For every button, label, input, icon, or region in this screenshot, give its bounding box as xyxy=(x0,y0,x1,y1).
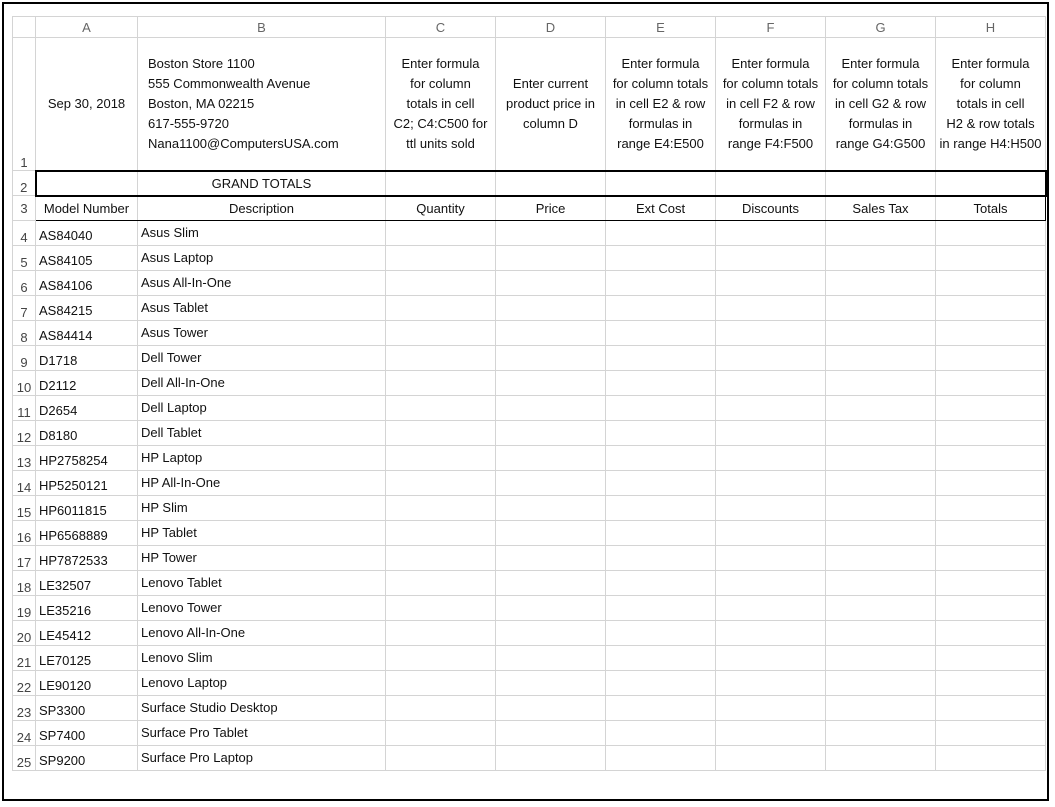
price-cell[interactable] xyxy=(496,421,606,446)
quantity-cell[interactable] xyxy=(386,746,496,771)
quantity-cell[interactable] xyxy=(386,371,496,396)
ext-cost-cell[interactable] xyxy=(606,671,716,696)
table-row xyxy=(13,721,1046,746)
ext-cost-cell[interactable] xyxy=(606,596,716,621)
price-cell[interactable] xyxy=(496,621,606,646)
sales-tax-cell[interactable] xyxy=(826,521,936,546)
discounts-cell[interactable] xyxy=(716,521,826,546)
quantity-cell[interactable] xyxy=(386,571,496,596)
sales-tax-cell[interactable] xyxy=(826,371,936,396)
instruction-cell-g[interactable]: Enter formula for column totals in cell G2 & row formulas in range G4:G500 xyxy=(826,38,936,171)
description-cell[interactable]: Lenovo All-In-One xyxy=(138,621,386,646)
model-number-cell[interactable]: AS84215 xyxy=(36,296,138,321)
spreadsheet-grid xyxy=(12,16,1047,771)
cell-e2[interactable] xyxy=(606,171,716,196)
totals-cell[interactable] xyxy=(936,496,1046,521)
table-row xyxy=(13,321,1046,346)
model-number-cell[interactable]: LE32507 xyxy=(36,571,138,596)
table-row xyxy=(13,396,1046,421)
model-number-cell[interactable]: LE70125 xyxy=(36,646,138,671)
row-number[interactable]: 12 xyxy=(13,421,36,446)
sales-tax-cell[interactable] xyxy=(826,746,936,771)
model-number-cell[interactable]: AS84106 xyxy=(36,271,138,296)
description-cell[interactable]: Asus Slim xyxy=(138,221,386,246)
ext-cost-cell[interactable] xyxy=(606,746,716,771)
model-number-cell[interactable]: D1718 xyxy=(36,346,138,371)
totals-cell[interactable] xyxy=(936,696,1046,721)
discounts-cell[interactable] xyxy=(716,246,826,271)
sales-tax-cell[interactable] xyxy=(826,546,936,571)
totals-cell[interactable] xyxy=(936,221,1046,246)
instruction-cell-e[interactable]: Enter formula for column totals in cell E2 & row formulas in range E4:E500 xyxy=(606,38,716,171)
row-number[interactable]: 14 xyxy=(13,471,36,496)
sales-tax-cell[interactable] xyxy=(826,596,936,621)
table-row xyxy=(13,621,1046,646)
description-cell[interactable]: HP All-In-One xyxy=(138,471,386,496)
sales-tax-cell[interactable] xyxy=(826,621,936,646)
select-all-corner[interactable] xyxy=(13,17,36,38)
row-number[interactable]: 22 xyxy=(13,671,36,696)
row-number[interactable]: 21 xyxy=(13,646,36,671)
sales-tax-cell[interactable] xyxy=(826,571,936,596)
discounts-cell[interactable] xyxy=(716,721,826,746)
screenshot-frame xyxy=(2,2,1049,801)
model-number-cell[interactable]: HP5250121 xyxy=(36,471,138,496)
cell-g2[interactable] xyxy=(826,171,936,196)
description-cell[interactable]: Dell All-In-One xyxy=(138,371,386,396)
table-row xyxy=(13,571,1046,596)
model-number-cell[interactable]: SP9200 xyxy=(36,746,138,771)
totals-cell[interactable] xyxy=(936,746,1046,771)
discounts-cell[interactable] xyxy=(716,671,826,696)
table-row xyxy=(13,696,1046,721)
price-cell[interactable] xyxy=(496,471,606,496)
ext-cost-cell[interactable] xyxy=(606,496,716,521)
totals-cell[interactable] xyxy=(936,521,1046,546)
table-row xyxy=(13,221,1046,246)
totals-cell[interactable] xyxy=(936,296,1046,321)
price-cell[interactable] xyxy=(496,721,606,746)
model-number-cell[interactable]: SP7400 xyxy=(36,721,138,746)
description-cell[interactable]: Asus All-In-One xyxy=(138,271,386,296)
price-cell[interactable] xyxy=(496,271,606,296)
totals-cell[interactable] xyxy=(936,621,1046,646)
discounts-cell[interactable] xyxy=(716,546,826,571)
discounts-cell[interactable] xyxy=(716,621,826,646)
table-row xyxy=(13,646,1046,671)
description-cell[interactable]: Dell Tablet xyxy=(138,421,386,446)
row-number[interactable]: 10 xyxy=(13,371,36,396)
row-number[interactable]: 8 xyxy=(13,321,36,346)
price-cell[interactable] xyxy=(496,446,606,471)
totals-cell[interactable] xyxy=(936,446,1046,471)
date-cell[interactable]: Sep 30, 2018 xyxy=(36,38,138,171)
price-cell[interactable] xyxy=(496,521,606,546)
discounts-cell[interactable] xyxy=(716,446,826,471)
store-address-cell[interactable]: Boston Store 1100 555 Commonwealth Avenue Boston, MA 02215 617-555-9720 Nana1100@ComputersUSA.com xyxy=(138,38,386,171)
header-info-row xyxy=(13,38,1046,171)
discounts-cell[interactable] xyxy=(716,321,826,346)
price-cell[interactable] xyxy=(496,571,606,596)
discounts-cell[interactable] xyxy=(716,746,826,771)
header-price[interactable]: Price xyxy=(496,196,606,221)
table-row xyxy=(13,421,1046,446)
model-number-cell[interactable]: AS84040 xyxy=(36,221,138,246)
cell-h2[interactable] xyxy=(936,171,1046,196)
row-number[interactable]: 16 xyxy=(13,521,36,546)
price-cell[interactable] xyxy=(496,346,606,371)
price-cell[interactable] xyxy=(496,646,606,671)
column-header-a[interactable]: A xyxy=(36,17,138,38)
row-number[interactable]: 24 xyxy=(13,721,36,746)
instruction-cell-c[interactable]: Enter formula for column totals in cell C2; C4:C500 for ttl units sold xyxy=(386,38,496,171)
table-row xyxy=(13,496,1046,521)
discounts-cell[interactable] xyxy=(716,346,826,371)
discounts-cell[interactable] xyxy=(716,696,826,721)
discounts-cell[interactable] xyxy=(716,596,826,621)
model-number-cell[interactable]: D8180 xyxy=(36,421,138,446)
table-row xyxy=(13,346,1046,371)
table-row xyxy=(13,471,1046,496)
ext-cost-cell[interactable] xyxy=(606,696,716,721)
model-number-cell[interactable]: LE35216 xyxy=(36,596,138,621)
row-number[interactable]: 6 xyxy=(13,271,36,296)
table-row xyxy=(13,546,1046,571)
price-cell[interactable] xyxy=(496,696,606,721)
quantity-cell[interactable] xyxy=(386,696,496,721)
description-cell[interactable]: Dell Laptop xyxy=(138,396,386,421)
header-description[interactable]: Description xyxy=(138,196,386,221)
instruction-cell-f[interactable]: Enter formula for column totals in cell F2 & row formulas in range F4:F500 xyxy=(716,38,826,171)
column-header-row xyxy=(13,17,1046,38)
row-number[interactable]: 7 xyxy=(13,296,36,321)
description-cell[interactable]: HP Tower xyxy=(138,546,386,571)
row-number[interactable]: 17 xyxy=(13,546,36,571)
quantity-cell[interactable] xyxy=(386,221,496,246)
description-cell[interactable]: Dell Tower xyxy=(138,346,386,371)
sales-tax-cell[interactable] xyxy=(826,321,936,346)
row-number[interactable]: 9 xyxy=(13,346,36,371)
ext-cost-cell[interactable] xyxy=(606,221,716,246)
discounts-cell[interactable] xyxy=(716,471,826,496)
column-header-e[interactable]: E xyxy=(606,17,716,38)
header-discounts[interactable]: Discounts xyxy=(716,196,826,221)
quantity-cell[interactable] xyxy=(386,721,496,746)
totals-cell[interactable] xyxy=(936,571,1046,596)
quantity-cell[interactable] xyxy=(386,421,496,446)
description-cell[interactable]: Surface Studio Desktop xyxy=(138,696,386,721)
totals-cell[interactable] xyxy=(936,371,1046,396)
model-number-cell[interactable]: HP6011815 xyxy=(36,496,138,521)
discounts-cell[interactable] xyxy=(716,646,826,671)
table-row xyxy=(13,271,1046,296)
totals-cell[interactable] xyxy=(936,546,1046,571)
model-number-cell[interactable]: HP7872533 xyxy=(36,546,138,571)
totals-cell[interactable] xyxy=(936,246,1046,271)
model-number-cell[interactable]: AS84105 xyxy=(36,246,138,271)
column-header-h[interactable]: H xyxy=(936,17,1046,38)
ext-cost-cell[interactable] xyxy=(606,521,716,546)
column-header-g[interactable]: G xyxy=(826,17,936,38)
sales-tax-cell[interactable] xyxy=(826,346,936,371)
row-number[interactable]: 5 xyxy=(13,246,36,271)
quantity-cell[interactable] xyxy=(386,496,496,521)
quantity-cell[interactable] xyxy=(386,346,496,371)
header-sales-tax[interactable]: Sales Tax xyxy=(826,196,936,221)
ext-cost-cell[interactable] xyxy=(606,396,716,421)
quantity-cell[interactable] xyxy=(386,271,496,296)
discounts-cell[interactable] xyxy=(716,296,826,321)
row-number[interactable]: 15 xyxy=(13,496,36,521)
totals-cell[interactable] xyxy=(936,646,1046,671)
worksheet-table xyxy=(12,16,1047,771)
totals-cell[interactable] xyxy=(936,421,1046,446)
sales-tax-cell[interactable] xyxy=(826,446,936,471)
description-cell[interactable]: Lenovo Tablet xyxy=(138,571,386,596)
instruction-cell-h[interactable]: Enter formula for column totals in cell H2 & row totals in range H4:H500 xyxy=(936,38,1046,171)
ext-cost-cell[interactable] xyxy=(606,271,716,296)
ext-cost-cell[interactable] xyxy=(606,621,716,646)
description-cell[interactable]: Asus Tower xyxy=(138,321,386,346)
description-cell[interactable]: HP Tablet xyxy=(138,521,386,546)
quantity-cell[interactable] xyxy=(386,671,496,696)
quantity-cell[interactable] xyxy=(386,596,496,621)
quantity-cell[interactable] xyxy=(386,296,496,321)
ext-cost-cell[interactable] xyxy=(606,546,716,571)
description-cell[interactable]: Lenovo Tower xyxy=(138,596,386,621)
model-number-cell[interactable]: SP3300 xyxy=(36,696,138,721)
discounts-cell[interactable] xyxy=(716,396,826,421)
totals-cell[interactable] xyxy=(936,396,1046,421)
table-row xyxy=(13,446,1046,471)
ext-cost-cell[interactable] xyxy=(606,246,716,271)
price-cell[interactable] xyxy=(496,496,606,521)
column-header-b[interactable]: B xyxy=(138,17,386,38)
description-cell[interactable]: Surface Pro Laptop xyxy=(138,746,386,771)
quantity-cell[interactable] xyxy=(386,246,496,271)
sales-tax-cell[interactable] xyxy=(826,221,936,246)
row-number[interactable]: 20 xyxy=(13,621,36,646)
cell-d2[interactable] xyxy=(496,171,606,196)
table-row xyxy=(13,671,1046,696)
totals-cell[interactable] xyxy=(936,671,1046,696)
description-cell[interactable]: Surface Pro Tablet xyxy=(138,721,386,746)
row-number[interactable]: 1 xyxy=(13,38,36,171)
quantity-cell[interactable] xyxy=(386,446,496,471)
quantity-cell[interactable] xyxy=(386,321,496,346)
price-cell[interactable] xyxy=(496,546,606,571)
sales-tax-cell[interactable] xyxy=(826,396,936,421)
description-cell[interactable]: Lenovo Laptop xyxy=(138,671,386,696)
table-row xyxy=(13,596,1046,621)
discounts-cell[interactable] xyxy=(716,571,826,596)
price-cell[interactable] xyxy=(496,221,606,246)
ext-cost-cell[interactable] xyxy=(606,421,716,446)
row-number[interactable]: 23 xyxy=(13,696,36,721)
sales-tax-cell[interactable] xyxy=(826,671,936,696)
row-number[interactable]: 4 xyxy=(13,221,36,246)
sales-tax-cell[interactable] xyxy=(826,271,936,296)
totals-cell[interactable] xyxy=(936,596,1046,621)
quantity-cell[interactable] xyxy=(386,546,496,571)
ext-cost-cell[interactable] xyxy=(606,371,716,396)
table-row xyxy=(13,296,1046,321)
sales-tax-cell[interactable] xyxy=(826,696,936,721)
totals-cell[interactable] xyxy=(936,471,1046,496)
price-cell[interactable] xyxy=(496,671,606,696)
header-totals[interactable]: Totals xyxy=(936,196,1046,221)
row-number[interactable]: 3 xyxy=(13,196,36,221)
price-cell[interactable] xyxy=(496,296,606,321)
quantity-cell[interactable] xyxy=(386,621,496,646)
row-number[interactable]: 19 xyxy=(13,596,36,621)
row-number[interactable]: 13 xyxy=(13,446,36,471)
row-number[interactable]: 2 xyxy=(13,171,36,196)
sales-tax-cell[interactable] xyxy=(826,421,936,446)
discounts-cell[interactable] xyxy=(716,496,826,521)
model-number-cell[interactable]: AS84414 xyxy=(36,321,138,346)
cell-f2[interactable] xyxy=(716,171,826,196)
quantity-cell[interactable] xyxy=(386,646,496,671)
ext-cost-cell[interactable] xyxy=(606,296,716,321)
sales-tax-cell[interactable] xyxy=(826,646,936,671)
ext-cost-cell[interactable] xyxy=(606,471,716,496)
price-cell[interactable] xyxy=(496,596,606,621)
discounts-cell[interactable] xyxy=(716,271,826,296)
totals-cell[interactable] xyxy=(936,346,1046,371)
sales-tax-cell[interactable] xyxy=(826,471,936,496)
model-number-cell[interactable]: LE90120 xyxy=(36,671,138,696)
description-cell[interactable]: Asus Tablet xyxy=(138,296,386,321)
ext-cost-cell[interactable] xyxy=(606,346,716,371)
ext-cost-cell[interactable] xyxy=(606,571,716,596)
price-cell[interactable] xyxy=(496,321,606,346)
table-row xyxy=(13,521,1046,546)
totals-cell[interactable] xyxy=(936,271,1046,296)
instruction-cell-d[interactable]: Enter current product price in column D xyxy=(496,38,606,171)
table-row xyxy=(13,246,1046,271)
model-number-cell[interactable]: D2654 xyxy=(36,396,138,421)
model-number-cell[interactable]: HP6568889 xyxy=(36,521,138,546)
header-model-number[interactable]: Model Number xyxy=(36,196,138,221)
totals-cell[interactable] xyxy=(936,721,1046,746)
discounts-cell[interactable] xyxy=(716,421,826,446)
cell-c2[interactable] xyxy=(386,171,496,196)
column-header-f[interactable]: F xyxy=(716,17,826,38)
quantity-cell[interactable] xyxy=(386,521,496,546)
model-number-cell[interactable]: D2112 xyxy=(36,371,138,396)
description-cell[interactable]: Asus Laptop xyxy=(138,246,386,271)
column-header-c[interactable]: C xyxy=(386,17,496,38)
price-cell[interactable] xyxy=(496,746,606,771)
grand-totals-row xyxy=(13,171,1046,196)
header-ext-cost[interactable]: Ext Cost xyxy=(606,196,716,221)
totals-cell[interactable] xyxy=(936,321,1046,346)
price-cell[interactable] xyxy=(496,396,606,421)
model-number-cell[interactable]: HP2758254 xyxy=(36,446,138,471)
row-number[interactable]: 11 xyxy=(13,396,36,421)
sales-tax-cell[interactable] xyxy=(826,721,936,746)
ext-cost-cell[interactable] xyxy=(606,721,716,746)
column-header-d[interactable]: D xyxy=(496,17,606,38)
cell-a2[interactable] xyxy=(36,171,138,196)
grand-totals-label[interactable]: GRAND TOTALS xyxy=(138,171,386,196)
description-cell[interactable]: HP Slim xyxy=(138,496,386,521)
ext-cost-cell[interactable] xyxy=(606,321,716,346)
price-cell[interactable] xyxy=(496,371,606,396)
price-cell[interactable] xyxy=(496,246,606,271)
discounts-cell[interactable] xyxy=(716,371,826,396)
sales-tax-cell[interactable] xyxy=(826,296,936,321)
sales-tax-cell[interactable] xyxy=(826,496,936,521)
sales-tax-cell[interactable] xyxy=(826,246,936,271)
table-row xyxy=(13,746,1046,771)
header-quantity[interactable]: Quantity xyxy=(386,196,496,221)
discounts-cell[interactable] xyxy=(716,221,826,246)
ext-cost-cell[interactable] xyxy=(606,646,716,671)
quantity-cell[interactable] xyxy=(386,471,496,496)
ext-cost-cell[interactable] xyxy=(606,446,716,471)
row-number[interactable]: 25 xyxy=(13,746,36,771)
description-cell[interactable]: HP Laptop xyxy=(138,446,386,471)
table-row xyxy=(13,371,1046,396)
table-header-row xyxy=(13,196,1046,221)
model-number-cell[interactable]: LE45412 xyxy=(36,621,138,646)
description-cell[interactable]: Lenovo Slim xyxy=(138,646,386,671)
quantity-cell[interactable] xyxy=(386,396,496,421)
row-number[interactable]: 18 xyxy=(13,571,36,596)
